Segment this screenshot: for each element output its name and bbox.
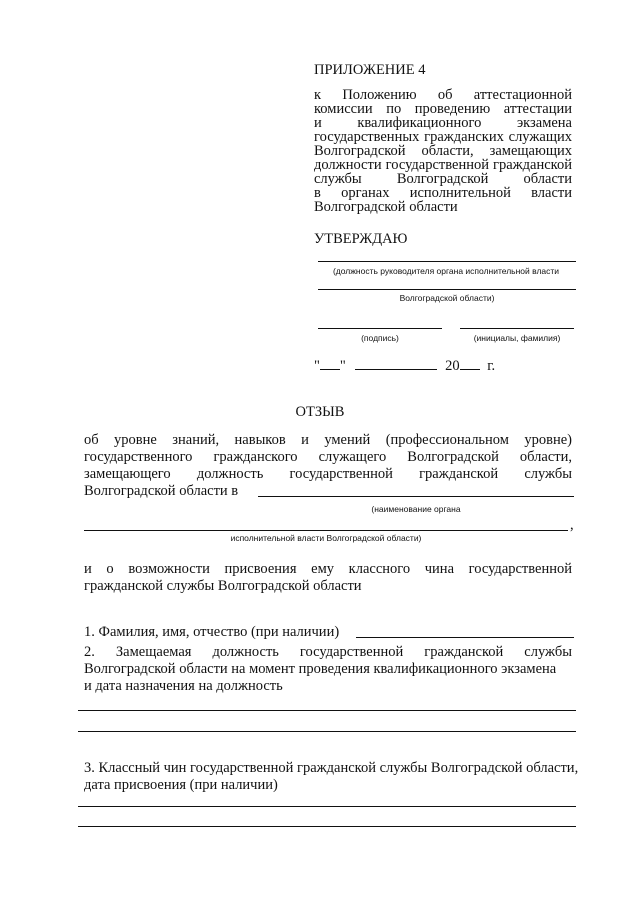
organ-line-2[interactable] <box>84 530 568 531</box>
possibility-line: гражданской службы Волгоградской области <box>84 578 362 594</box>
appendix-line: Волгоградской области, замещающих <box>314 143 572 159</box>
signature-line[interactable] <box>318 328 442 329</box>
review-line-organ: Волгоградской области в <box>84 483 239 499</box>
appendix-line: и квалификационного экзамена <box>314 115 572 131</box>
date-quote-close: " <box>339 358 346 374</box>
region-caption: Волгоградской области) <box>399 293 495 303</box>
approval-heading: УТВЕРЖДАЮ <box>314 231 408 247</box>
possibility-line: и о возможности присвоения ему классного чина государственной <box>84 561 572 577</box>
organ-caption: (наименование органа <box>371 504 461 514</box>
appendix-line: службы Волгоградской области <box>314 171 572 187</box>
appendix-line: государственных гражданских служащих <box>314 129 572 145</box>
appendix-line: к Положению об аттестационной <box>314 87 572 103</box>
review-line: замещающего должность государственной гражданской службы <box>84 466 572 482</box>
item-3-answer-line[interactable] <box>78 806 576 807</box>
approval-date <box>314 359 495 374</box>
appendix-line: в органах исполнительной власти <box>314 185 572 201</box>
item-2-answer-line[interactable] <box>78 710 576 711</box>
item-1-line[interactable] <box>356 637 574 638</box>
date-year-blank[interactable] <box>460 359 480 370</box>
review-line: об уровне знаний, навыков и умений (профессиональном уровне) <box>84 432 572 448</box>
date-year-prefix: 20 <box>445 358 460 374</box>
initials-line[interactable] <box>460 328 574 329</box>
date-day-blank[interactable] <box>320 359 340 370</box>
signature-caption: (подпись) <box>361 333 399 343</box>
organ-caption-2: исполнительной власти Волгоградской области) <box>230 533 422 543</box>
date-suffix: г. <box>487 358 496 374</box>
item-2-line: и дата назначения на должность <box>84 678 283 694</box>
item-2-line: 2. Замещаемая должность государственной гражданской службы <box>84 644 572 660</box>
date-quote-open: " <box>314 358 320 374</box>
item-2-answer-line[interactable] <box>78 731 576 732</box>
position-caption: (должность руководителя органа исполнительной власти <box>332 266 560 276</box>
appendix-line: комиссии по проведению аттестации <box>314 101 572 117</box>
position-line[interactable] <box>318 261 576 262</box>
position-line-2[interactable] <box>318 289 576 290</box>
organ-line[interactable] <box>258 496 574 497</box>
appendix-line: Волгоградской области <box>314 199 458 215</box>
item-3-line: 3. Классный чин государственной гражданской службы Волгоградской области, <box>84 760 579 776</box>
review-title: ОТЗЫВ <box>295 404 345 420</box>
item-2-line: Волгоградской области на момент проведения квалификационного экзамена <box>84 661 557 677</box>
item-1-label: 1. Фамилия, имя, отчество (при наличии) <box>84 624 340 640</box>
organ-comma: , <box>570 517 574 533</box>
appendix-title: ПРИЛОЖЕНИЕ 4 <box>314 62 426 78</box>
item-3-line: дата присвоения (при наличии) <box>84 777 278 793</box>
item-3-answer-line[interactable] <box>78 826 576 827</box>
initials-caption: (инициалы, фамилия) <box>473 333 561 343</box>
date-month-blank[interactable] <box>355 359 437 370</box>
appendix-line: должности государственной гражданской <box>314 157 572 173</box>
review-line: государственного гражданского служащего Волгоградской области, <box>84 449 572 465</box>
